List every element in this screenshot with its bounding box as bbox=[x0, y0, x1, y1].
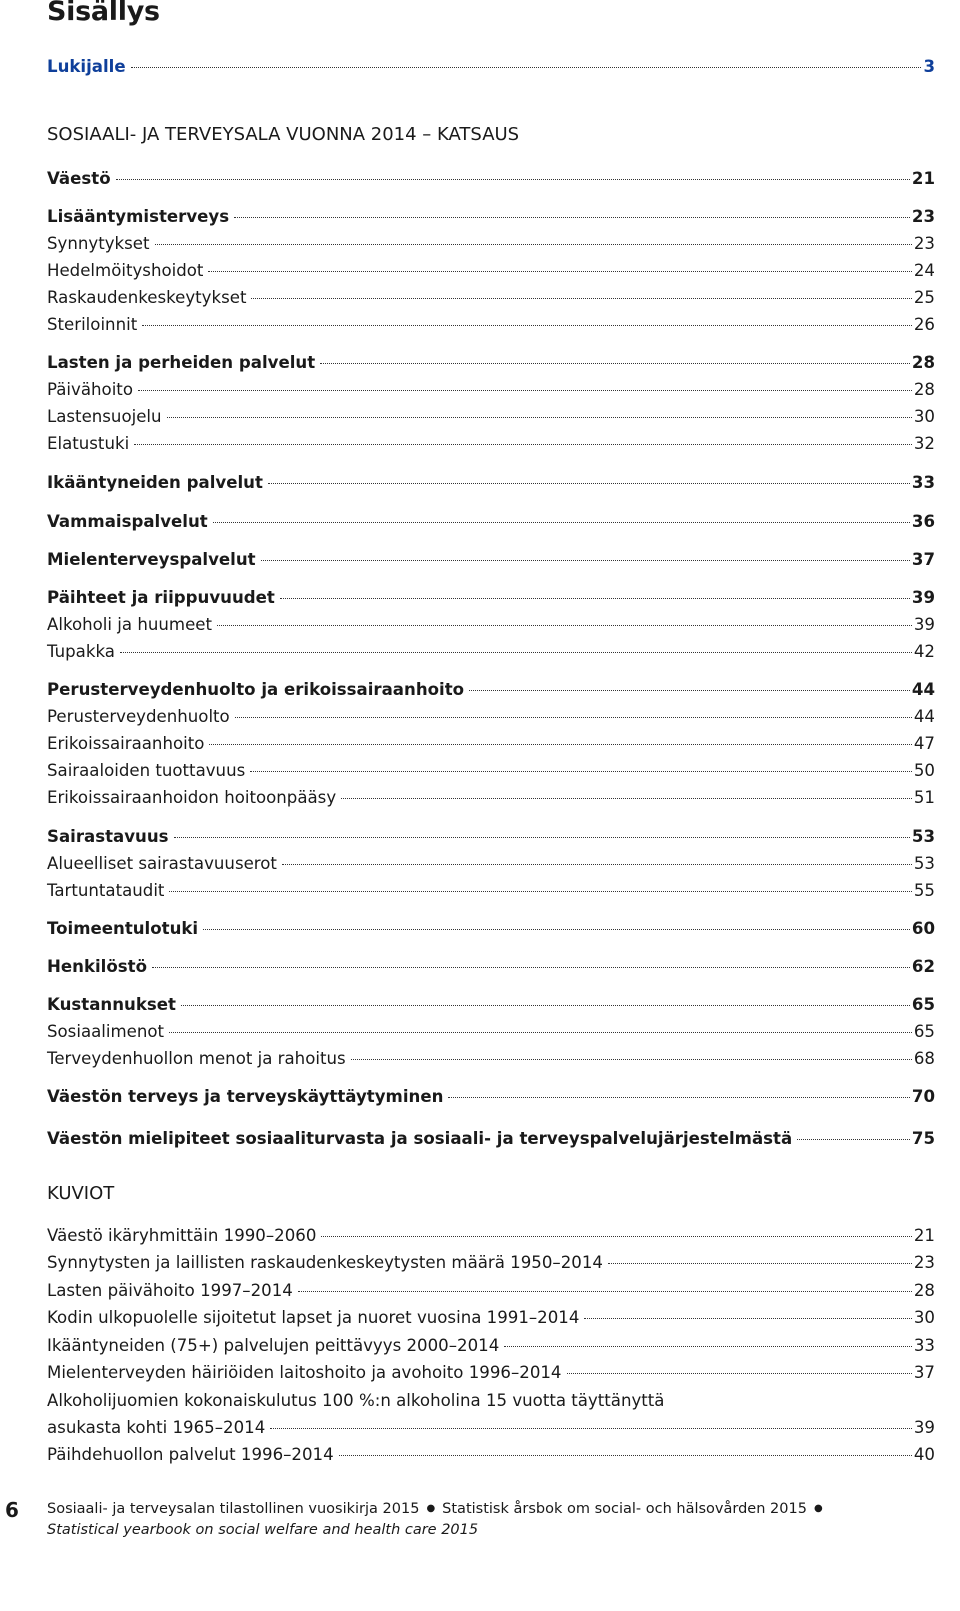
toc-entry-label: Väestön mielipiteet sosiaaliturvasta ja sosiaali- ja terveyspalvelujärjestelmästä bbox=[47, 1129, 793, 1148]
toc-entry-label: Hedelmöityshoidot bbox=[47, 261, 204, 280]
toc-entry-page: 40 bbox=[913, 1445, 935, 1464]
toc-entry-label: Tupakka bbox=[47, 642, 115, 661]
toc-entry-page: 23 bbox=[913, 1253, 935, 1272]
toc-entry-label: Päivähoito bbox=[47, 380, 133, 399]
dot-leader bbox=[341, 798, 912, 799]
page-title: Sisällys bbox=[47, 0, 160, 27]
toc-entry-label: Steriloinnit bbox=[47, 315, 138, 334]
dot-leader bbox=[250, 771, 912, 772]
toc-entry-label: Väestö ikäryhmittäin 1990–2060 bbox=[47, 1226, 317, 1245]
toc-entry[interactable] bbox=[47, 1022, 935, 1041]
dot-leader bbox=[208, 271, 911, 272]
toc-entry-page: 70 bbox=[911, 1087, 935, 1106]
toc-entry[interactable] bbox=[47, 1087, 935, 1106]
toc-entry[interactable] bbox=[47, 995, 935, 1014]
toc-entry-page: 37 bbox=[911, 550, 935, 569]
dot-leader bbox=[504, 1346, 912, 1347]
dot-leader bbox=[234, 217, 910, 218]
dot-leader bbox=[213, 522, 910, 523]
toc-entry[interactable] bbox=[47, 169, 935, 188]
toc-entry[interactable] bbox=[47, 434, 935, 453]
toc-entry-page: 47 bbox=[913, 734, 935, 753]
toc-entry-label: Ikääntyneiden palvelut bbox=[47, 473, 263, 492]
figure-list-item[interactable] bbox=[47, 1253, 935, 1272]
dot-leader bbox=[131, 67, 922, 68]
toc-entry-page: 32 bbox=[913, 434, 935, 453]
toc-entry-page: 25 bbox=[913, 288, 935, 307]
toc-entry-page: 75 bbox=[911, 1129, 935, 1148]
toc-entry-page: 3 bbox=[923, 57, 935, 76]
toc-entry[interactable] bbox=[47, 550, 935, 569]
bullet-icon: ● bbox=[813, 1503, 823, 1514]
dot-leader bbox=[120, 652, 912, 653]
dot-leader bbox=[268, 483, 910, 484]
toc-entry-page: 23 bbox=[913, 234, 935, 253]
toc-entry[interactable] bbox=[47, 827, 935, 846]
toc-entry-label: Lasten ja perheiden palvelut bbox=[47, 353, 316, 372]
toc-entry[interactable] bbox=[47, 380, 935, 399]
toc-entry[interactable] bbox=[47, 1049, 935, 1068]
toc-entry-label: Sairastavuus bbox=[47, 827, 169, 846]
toc-entry-label: Synnytykset bbox=[47, 234, 150, 253]
toc-entry-page: 53 bbox=[913, 854, 935, 873]
toc-entry-page: 28 bbox=[911, 353, 935, 372]
section-heading: SOSIAALI- JA TERVEYSALA VUONNA 2014 – KATSAUS bbox=[47, 124, 520, 145]
toc-entry-label: Kustannukset bbox=[47, 995, 176, 1014]
dot-leader bbox=[142, 325, 912, 326]
toc-entry-page: 65 bbox=[911, 995, 935, 1014]
toc-entry[interactable] bbox=[47, 512, 935, 531]
toc-entry-label: Perusterveydenhuolto ja erikoissairaanhoito bbox=[47, 680, 465, 699]
toc-entry-label: Väestön terveys ja terveyskäyttäytyminen bbox=[47, 1087, 444, 1106]
dot-leader bbox=[174, 837, 910, 838]
kuviot-heading: KUVIOT bbox=[47, 1183, 115, 1204]
figure-list-item[interactable] bbox=[47, 1363, 935, 1382]
footer-title-en: Statistical yearbook on social welfare and health care 2015 bbox=[47, 1522, 479, 1538]
toc-entry-label: Alueelliset sairastavuuserot bbox=[47, 854, 277, 873]
dot-leader bbox=[270, 1428, 912, 1429]
toc-entry[interactable] bbox=[47, 881, 935, 900]
dot-leader bbox=[217, 625, 912, 626]
toc-entry[interactable] bbox=[47, 788, 935, 807]
toc-entry[interactable] bbox=[47, 1129, 935, 1148]
toc-entry-label: Toimeentulotuki bbox=[47, 919, 199, 938]
dot-leader bbox=[167, 417, 912, 418]
toc-entry-label: Synnytysten ja laillisten raskaudenkeskeytysten määrä 1950–2014 bbox=[47, 1253, 603, 1272]
dot-leader bbox=[469, 690, 910, 691]
toc-entry[interactable] bbox=[47, 854, 935, 873]
toc-entry-page: 30 bbox=[913, 407, 935, 426]
dot-leader bbox=[321, 1236, 911, 1237]
toc-entry-label: Alkoholijuomien kokonaiskulutus 100 %:n alkoholina 15 vuotta täyttänyttä bbox=[47, 1391, 665, 1410]
toc-entry[interactable] bbox=[47, 919, 935, 938]
page-number: 6 bbox=[5, 1498, 19, 1522]
toc-entry[interactable] bbox=[47, 615, 935, 634]
dot-leader bbox=[116, 179, 910, 180]
toc-entry-page: 53 bbox=[911, 827, 935, 846]
figure-list-item[interactable] bbox=[47, 1281, 935, 1300]
toc-entry-lukijalle[interactable] bbox=[47, 57, 935, 76]
toc-entry-page: 21 bbox=[913, 1226, 935, 1245]
toc-entry-label: Erikoissairaanhoidon hoitoonpääsy bbox=[47, 788, 337, 807]
toc-entry-page: 68 bbox=[913, 1049, 935, 1068]
dot-leader bbox=[169, 1032, 912, 1033]
toc-entry-page: 24 bbox=[913, 261, 935, 280]
toc-entry-label: asukasta kohti 1965–2014 bbox=[47, 1418, 266, 1437]
toc-entry-page: 23 bbox=[911, 207, 935, 226]
toc-entry-label: Mielenterveyspalvelut bbox=[47, 550, 256, 569]
toc-entry-label: Ikääntyneiden (75+) palvelujen peittävyys 2000–2014 bbox=[47, 1336, 500, 1355]
figure-list-item[interactable] bbox=[47, 1226, 935, 1245]
toc-entry[interactable] bbox=[47, 734, 935, 753]
dot-leader bbox=[152, 967, 910, 968]
toc-entry[interactable] bbox=[47, 642, 935, 661]
toc-entry-label: Terveydenhuollon menot ja rahoitus bbox=[47, 1049, 346, 1068]
toc-entry-label: Elatustuki bbox=[47, 434, 130, 453]
dot-leader bbox=[138, 390, 912, 391]
toc-entry[interactable] bbox=[47, 288, 935, 307]
toc-entry-page: 21 bbox=[911, 169, 935, 188]
toc-entry[interactable] bbox=[47, 261, 935, 280]
dot-leader bbox=[320, 363, 910, 364]
toc-entry-page: 44 bbox=[913, 707, 935, 726]
toc-entry-page: 28 bbox=[913, 1281, 935, 1300]
dot-leader bbox=[339, 1455, 912, 1456]
toc-entry-label: Alkoholi ja huumeet bbox=[47, 615, 212, 634]
toc-entry-page: 36 bbox=[911, 512, 935, 531]
toc-entry-page: 30 bbox=[913, 1308, 935, 1327]
dot-leader bbox=[797, 1139, 910, 1140]
toc-entry-label: Sairaaloiden tuottavuus bbox=[47, 761, 246, 780]
dot-leader bbox=[608, 1263, 912, 1264]
toc-entry-page: 50 bbox=[913, 761, 935, 780]
toc-entry-page: 55 bbox=[913, 881, 935, 900]
dot-leader bbox=[261, 560, 910, 561]
toc-entry-label: Henkilöstö bbox=[47, 957, 147, 976]
dot-leader bbox=[567, 1373, 912, 1374]
toc-entry[interactable] bbox=[47, 588, 935, 607]
dot-leader bbox=[181, 1005, 910, 1006]
toc-entry-page: 33 bbox=[913, 1336, 935, 1355]
dot-leader bbox=[235, 717, 912, 718]
footer-line-1 bbox=[47, 1501, 830, 1517]
bullet-icon: ● bbox=[426, 1503, 436, 1514]
toc-entry[interactable] bbox=[47, 234, 935, 253]
toc-entry-page: 44 bbox=[911, 680, 935, 699]
dot-leader bbox=[282, 864, 912, 865]
toc-entry-label: Erikoissairaanhoito bbox=[47, 734, 205, 753]
dot-leader bbox=[448, 1097, 909, 1098]
toc-entry[interactable] bbox=[47, 707, 935, 726]
toc-entry-page: 65 bbox=[913, 1022, 935, 1041]
toc-entry-label: Lisääntymisterveys bbox=[47, 207, 230, 226]
toc-entry-label: Väestö bbox=[47, 169, 111, 188]
toc-entry-label: Päihteet ja riippuvuudet bbox=[47, 588, 275, 607]
dot-leader bbox=[155, 244, 912, 245]
footer-title-sv: Statistisk årsbok om social- och hälsovården 2015 bbox=[442, 1501, 807, 1517]
toc-entry-label: Vammaispalvelut bbox=[47, 512, 208, 531]
dot-leader bbox=[134, 444, 912, 445]
toc-entry[interactable] bbox=[47, 761, 935, 780]
toc-entry-page: 51 bbox=[913, 788, 935, 807]
toc-entry-page: 39 bbox=[911, 588, 935, 607]
toc-entry-label: Päihdehuollon palvelut 1996–2014 bbox=[47, 1445, 334, 1464]
toc-entry-page: 60 bbox=[911, 919, 935, 938]
toc-entry-label: Raskaudenkeskeytykset bbox=[47, 288, 247, 307]
toc-entry-page: 39 bbox=[913, 1418, 935, 1437]
dot-leader bbox=[298, 1291, 912, 1292]
figure-list-item[interactable] bbox=[47, 1308, 935, 1327]
toc-entry-label: Mielenterveyden häiriöiden laitoshoito ja avohoito 1996–2014 bbox=[47, 1363, 562, 1382]
toc-entry-page: 62 bbox=[911, 957, 935, 976]
dot-leader bbox=[169, 891, 911, 892]
dot-leader bbox=[209, 744, 911, 745]
toc-entry-label: Sosiaalimenot bbox=[47, 1022, 165, 1041]
toc-entry-page: 42 bbox=[913, 642, 935, 661]
toc-entry[interactable] bbox=[47, 473, 935, 492]
dot-leader bbox=[251, 298, 911, 299]
toc-entry-label: Lasten päivähoito 1997–2014 bbox=[47, 1281, 293, 1300]
toc-entry-page: 37 bbox=[913, 1363, 935, 1382]
toc-entry[interactable] bbox=[47, 680, 935, 699]
figure-list-item[interactable] bbox=[47, 1336, 935, 1355]
toc-entry-label: Lukijalle bbox=[47, 57, 126, 76]
toc-entry[interactable] bbox=[47, 407, 935, 426]
figure-list-item[interactable] bbox=[47, 1391, 935, 1410]
toc-entry-label: Lastensuojelu bbox=[47, 407, 162, 426]
toc-entry-label: Tartuntataudit bbox=[47, 881, 165, 900]
toc-entry[interactable] bbox=[47, 315, 935, 334]
toc-entry-page: 39 bbox=[913, 615, 935, 634]
toc-entry[interactable] bbox=[47, 957, 935, 976]
dot-leader bbox=[584, 1318, 911, 1319]
toc-entry-page: 33 bbox=[911, 473, 935, 492]
toc-entry-label: Perusterveydenhuolto bbox=[47, 707, 230, 726]
toc-entry-page: 26 bbox=[913, 315, 935, 334]
dot-leader bbox=[203, 929, 910, 930]
dot-leader bbox=[351, 1059, 912, 1060]
toc-entry[interactable] bbox=[47, 353, 935, 372]
dot-leader bbox=[280, 598, 910, 599]
footer-title-fi: Sosiaali- ja terveysalan tilastollinen vuosikirja 2015 bbox=[47, 1501, 420, 1517]
toc-entry-page: 28 bbox=[913, 380, 935, 399]
figure-list-item-continued[interactable] bbox=[47, 1418, 935, 1437]
figure-list-item[interactable] bbox=[47, 1445, 935, 1464]
toc-entry-label: Kodin ulkopuolelle sijoitetut lapset ja nuoret vuosina 1991–2014 bbox=[47, 1308, 580, 1327]
toc-entry[interactable] bbox=[47, 207, 935, 226]
